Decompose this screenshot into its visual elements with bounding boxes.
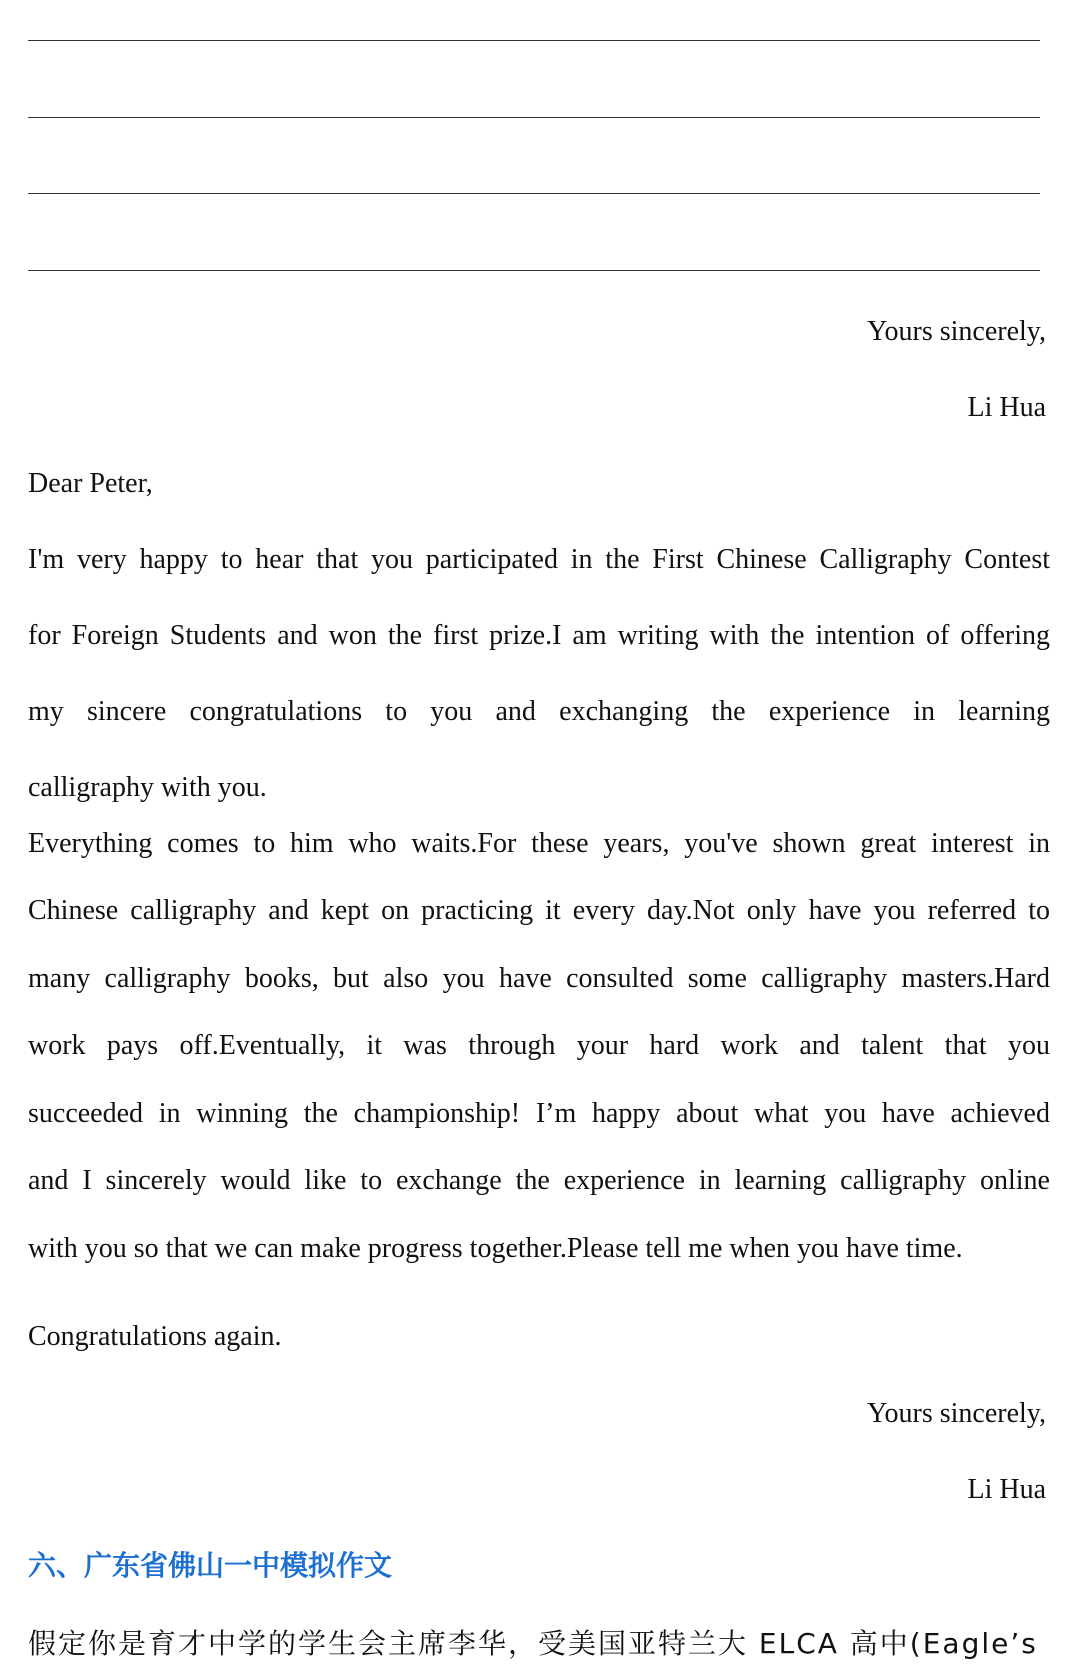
paragraph2-line-2: Chinese calligraphy and kept on practicing it every day.Not only have you referred to xyxy=(28,895,1050,926)
answer-signature: Li Hua xyxy=(967,392,1046,423)
paragraph2-line-5: succeeded in winning the championship! I’m happy about what you have achieved xyxy=(28,1098,1050,1129)
writing-line-4 xyxy=(28,270,1040,271)
paragraph2-line-4: work pays off.Eventually, it was through your hard work and talent that you xyxy=(28,1030,1050,1061)
paragraph1-line-4: calligraphy with you. xyxy=(28,772,267,803)
letter-closing: Yours sincerely, xyxy=(867,1398,1046,1429)
paragraph2-line-3: many calligraphy books, but also you have consulted some calligraphy masters.Hard xyxy=(28,963,1050,994)
writing-line-3 xyxy=(28,193,1040,194)
writing-line-1 xyxy=(28,40,1040,41)
paragraph1-line-2: for Foreign Students and won the first prize.I am writing with the intention of offering xyxy=(28,620,1050,651)
paragraph1-line-3: my sincere congratulations to you and exchanging the experience in learning xyxy=(28,696,1050,727)
next-prompt-text: 假定你是育才中学的学生会主席李华，受美国亚特兰大 ELCA 高中(Eagle’s xyxy=(28,1627,1038,1660)
paragraph2-line-1: Everything comes to him who waits.For these years, you've shown great interest in xyxy=(28,828,1050,859)
letter-signature: Li Hua xyxy=(967,1474,1046,1505)
answer-closing: Yours sincerely, xyxy=(867,316,1046,347)
letter-final-line: Congratulations again. xyxy=(28,1321,282,1352)
letter-greeting: Dear Peter, xyxy=(28,468,153,499)
paragraph2-line-7: with you so that we can make progress together.Please tell me when you have time. xyxy=(28,1233,963,1264)
writing-line-2 xyxy=(28,117,1040,118)
section-heading: 六、广东省佛山一中模拟作文 xyxy=(28,1549,393,1582)
paragraph2-line-6: and I sincerely would like to exchange the experience in learning calligraphy online xyxy=(28,1165,1050,1196)
paragraph1-line-1: I'm very happy to hear that you participated in the First Chinese Calligraphy Contest xyxy=(28,544,1050,575)
